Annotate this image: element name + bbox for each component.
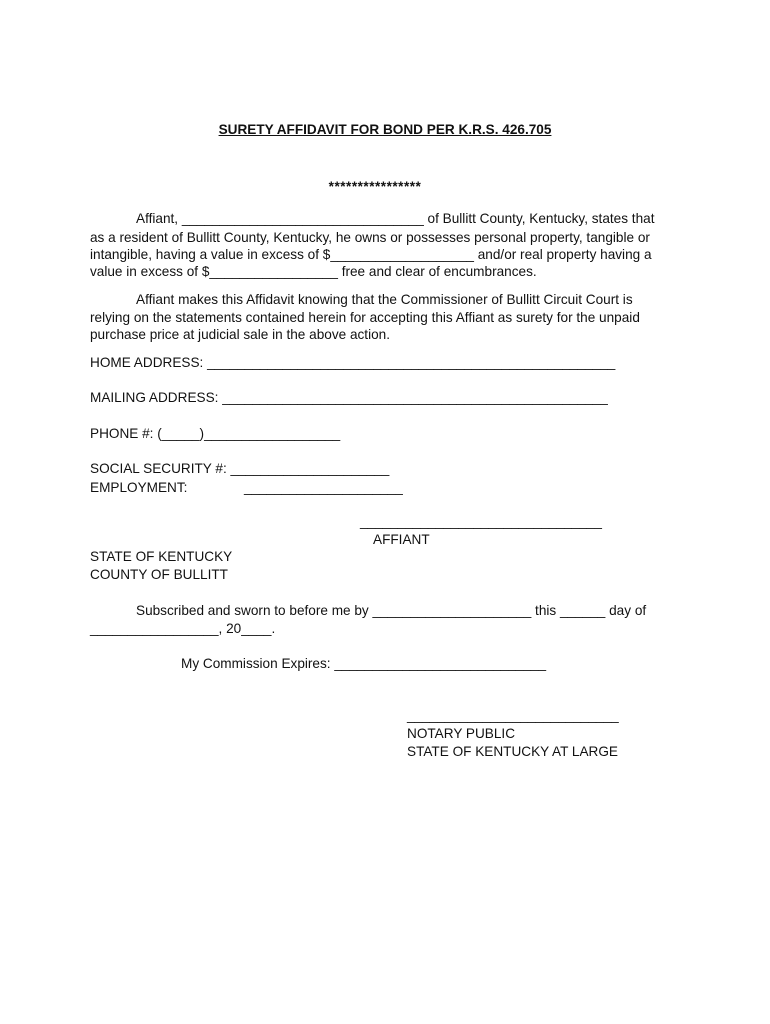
home-address-field: HOME ADDRESS: ______________________________________________________ bbox=[90, 355, 616, 370]
phone-field: PHONE #: (_____)__________________ bbox=[90, 426, 341, 441]
paragraph1-line4: value in excess of $_________________ free and clear of encumbrances. bbox=[90, 264, 537, 279]
separator: **************** bbox=[328, 179, 422, 194]
mailing-address-field: MAILING ADDRESS: ___________________________________________________ bbox=[90, 390, 608, 405]
paragraph2-line1: Affiant makes this Affidavit knowing that the Commissioner of Bullitt Circuit Court is bbox=[136, 292, 633, 307]
notary-signature-line: ____________________________ bbox=[407, 708, 619, 723]
sworn-line1: Subscribed and sworn to before me by _____________________ this ______ day of bbox=[136, 603, 647, 618]
paragraph1-line2: as a resident of Bullitt County, Kentucky, he owns or possesses personal property, tangible or bbox=[90, 230, 650, 245]
paragraph1-line1: Affiant, ________________________________ of Bullitt County, Kentucky, states that bbox=[136, 211, 655, 226]
affiant-label: AFFIANT bbox=[373, 532, 430, 547]
sworn-line2: _________________, 20____. bbox=[90, 621, 276, 636]
commission-expires: My Commission Expires: ____________________________ bbox=[181, 656, 547, 671]
county-heading: COUNTY OF BULLITT bbox=[90, 567, 228, 582]
paragraph2-line3: purchase price at judicial sale in the above action. bbox=[90, 327, 390, 342]
employment-blank: _____________________ bbox=[244, 480, 403, 495]
paragraph2-line2: relying on the statements contained herein for accepting this Affiant as surety for the unpaid bbox=[90, 310, 640, 325]
document-title: SURETY AFFIDAVIT FOR BOND PER K.R.S. 426.705 bbox=[218, 122, 552, 137]
affiant-signature-line: ________________________________ bbox=[360, 514, 602, 529]
notary-state: STATE OF KENTUCKY AT LARGE bbox=[407, 744, 618, 759]
state-heading: STATE OF KENTUCKY bbox=[90, 549, 233, 564]
notary-label: NOTARY PUBLIC bbox=[407, 726, 516, 741]
social-security-field: SOCIAL SECURITY #: _____________________ bbox=[90, 461, 390, 476]
paragraph1-line3: intangible, having a value in excess of $___________________ and/or real property having a bbox=[90, 247, 652, 262]
employment-label: EMPLOYMENT: bbox=[90, 480, 188, 495]
